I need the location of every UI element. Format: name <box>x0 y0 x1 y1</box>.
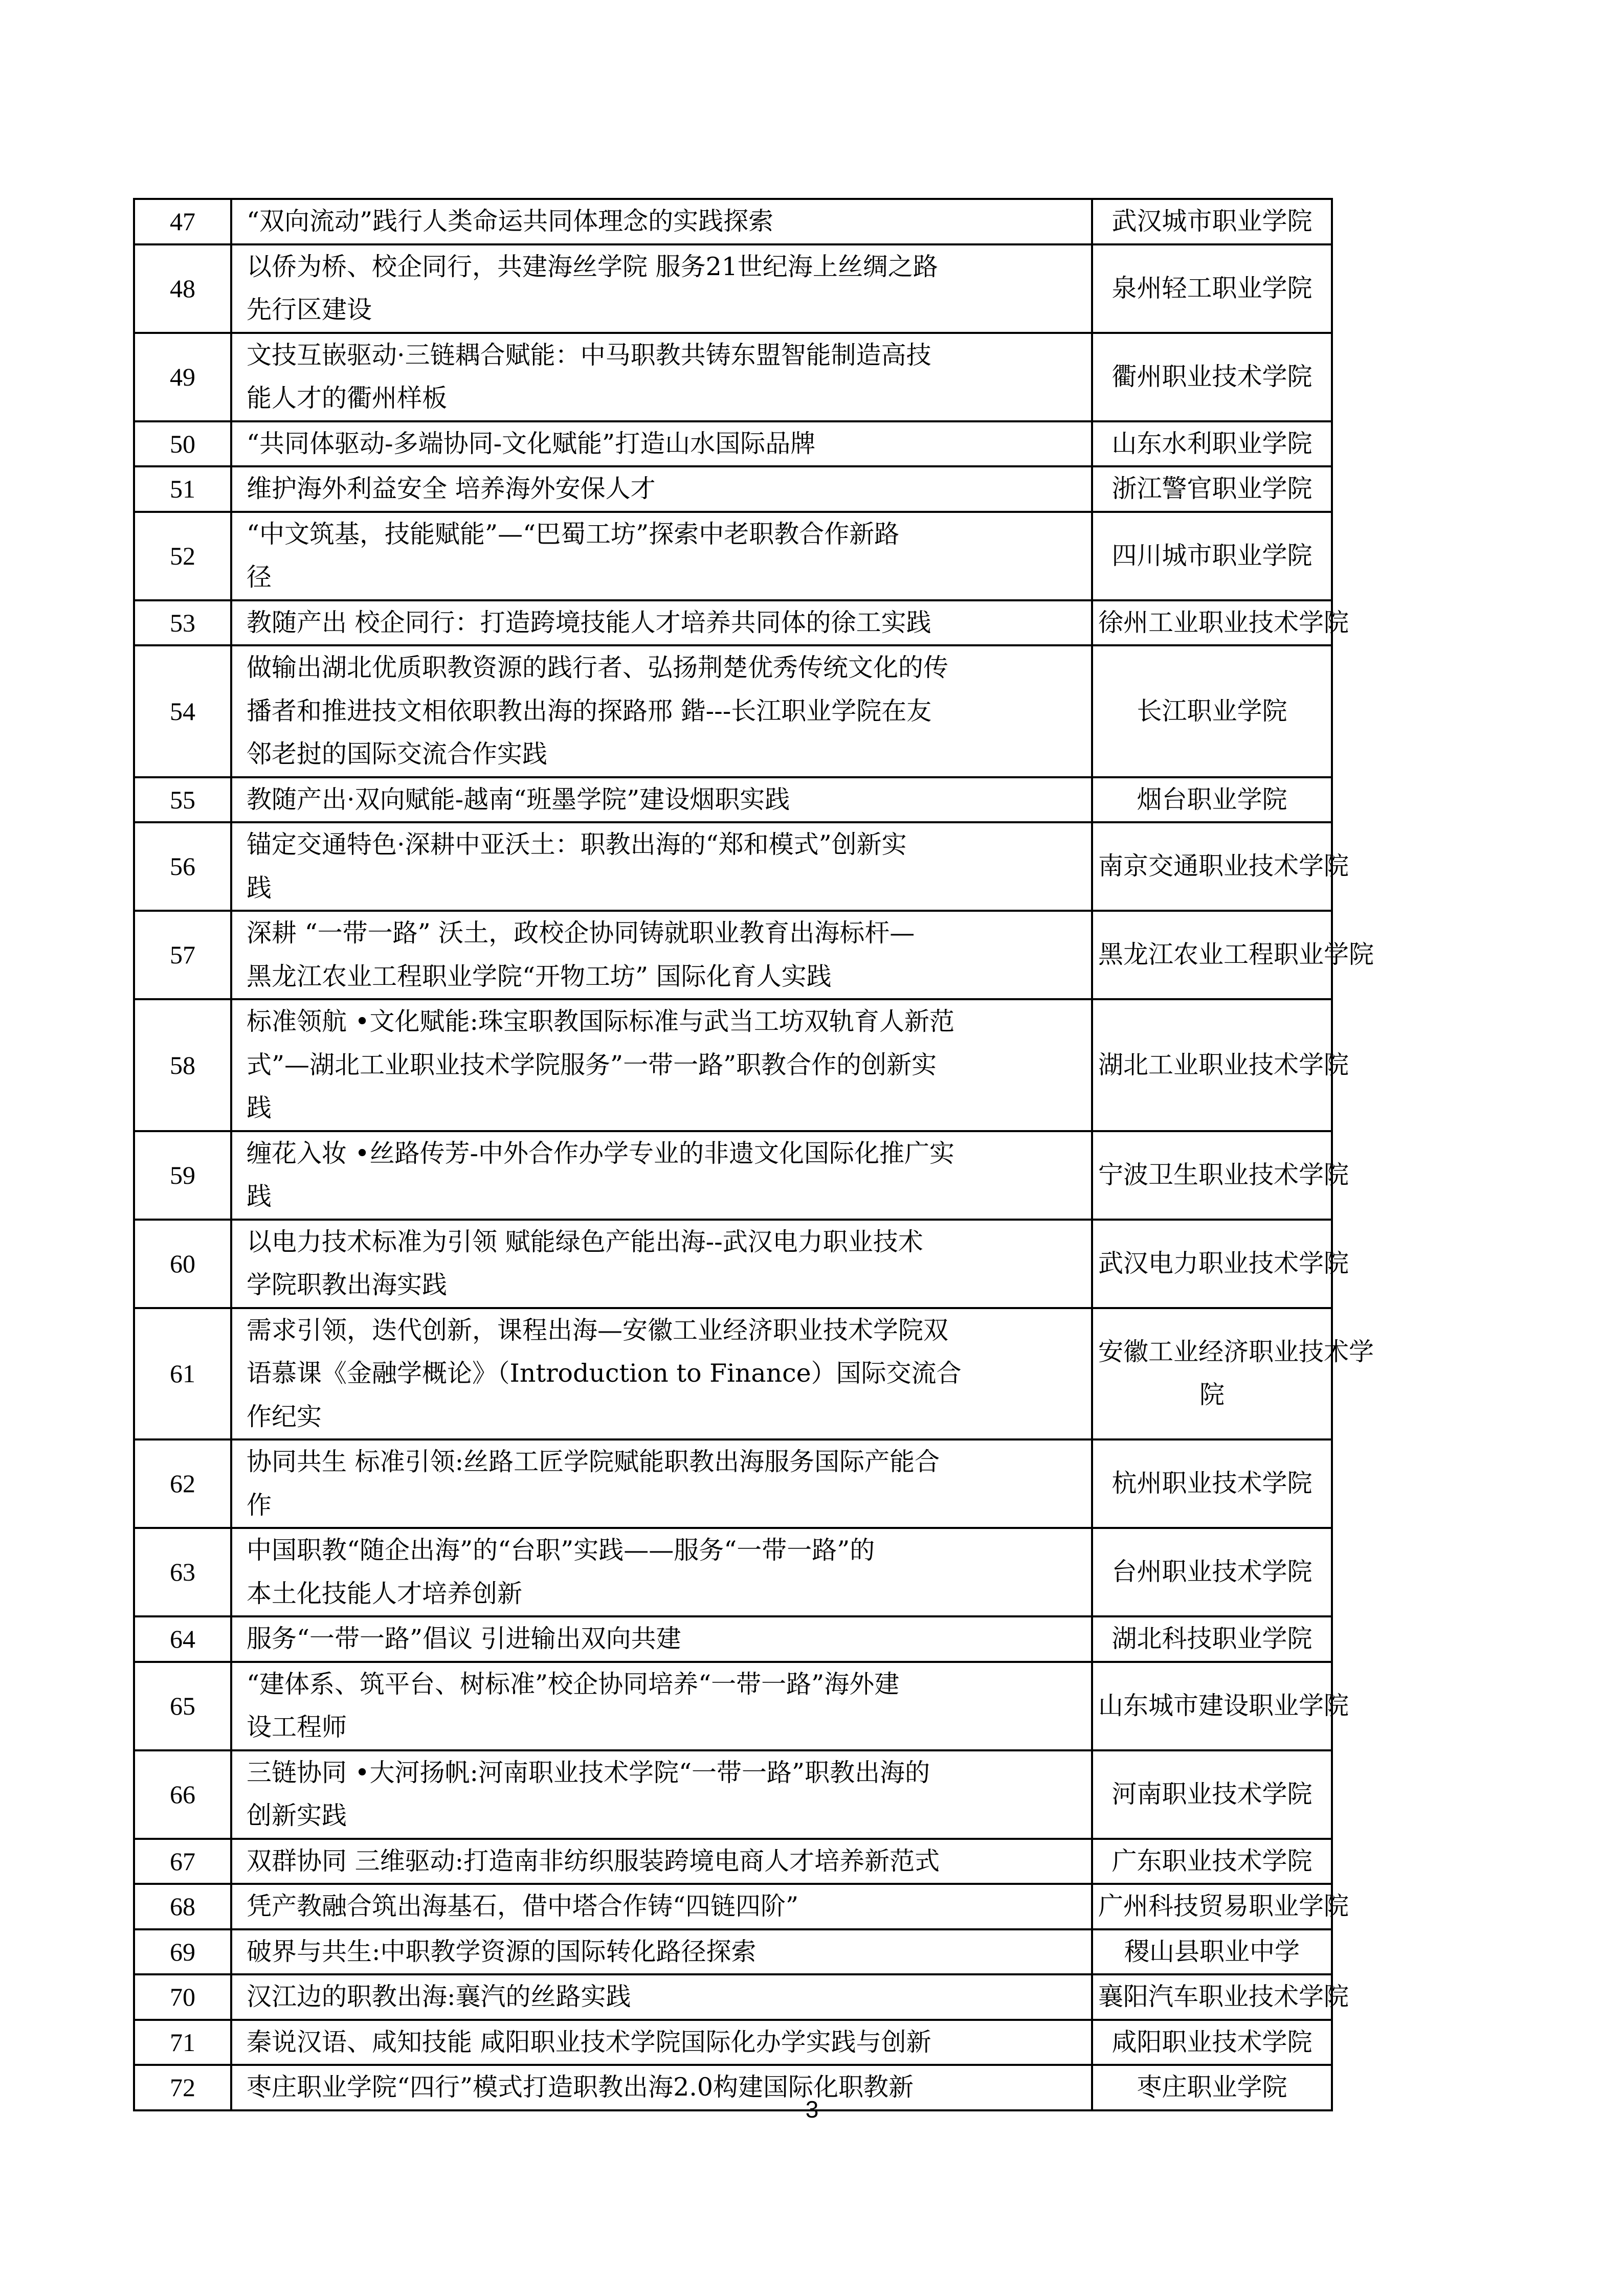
project-title <box>231 333 1092 421</box>
page-number: 3 <box>805 2096 819 2123</box>
project-title-line: 本土化技能人才培养创新 <box>247 1579 523 1608</box>
table-row <box>134 1662 1332 1750</box>
row-number: 55 <box>134 777 231 823</box>
institution-name-line: 衢州职业技术学院 <box>1111 362 1312 391</box>
institution-name-line: 咸阳职业技术学院 <box>1111 2027 1312 2057</box>
project-title-line: 径 <box>247 562 272 592</box>
row-number: 58 <box>134 999 231 1131</box>
table-row <box>134 1131 1332 1220</box>
project-title-line: 践 <box>247 1182 272 1211</box>
project-title-line: “中文筑基，技能赋能”—“巴蜀工坊”探索中老职教合作新路 <box>247 519 900 549</box>
institution-name-line: 泉州轻工职业学院 <box>1111 273 1312 303</box>
project-title-line: 作 <box>247 1490 272 1520</box>
table-row <box>134 1308 1332 1440</box>
project-title-line: 破界与共生:中职教学资源的国际转化路径探索 <box>247 1937 757 1966</box>
row-number: 61 <box>134 1308 231 1440</box>
institution-name-line: 山东水利职业学院 <box>1111 429 1312 458</box>
project-title-line: 需求引领，迭代创新，课程出海—安徽工业经济职业技术学院双 <box>247 1315 949 1345</box>
institution-name-line: 杭州职业技术学院 <box>1111 1469 1312 1498</box>
institution-name <box>1092 911 1374 999</box>
row-number: 72 <box>134 2065 231 2110</box>
institution-name <box>1092 645 1332 777</box>
institution-name <box>1092 777 1332 823</box>
row-number: 65 <box>134 1662 231 1750</box>
institution-name-line: 徐州工业职业技术学院 <box>1098 607 1349 637</box>
project-title-line: 凭产教融合筑出海基石，借中塔合作铸“四链四阶” <box>247 1892 799 1921</box>
institution-name-line: 广州科技贸易职业学院 <box>1098 1892 1349 1921</box>
project-title-line: 践 <box>247 873 272 903</box>
project-title-line: 作纪实 <box>247 1402 322 1431</box>
project-title <box>231 1839 1092 1884</box>
institution-name <box>1092 600 1349 646</box>
institution-name <box>1092 1839 1332 1884</box>
table-row <box>134 1929 1332 1975</box>
institution-name <box>1092 1616 1332 1662</box>
table-row <box>134 2020 1332 2065</box>
project-title <box>231 1131 1092 1220</box>
institution-name-line: 广东职业技术学院 <box>1111 1846 1312 1876</box>
institution-name <box>1092 421 1332 467</box>
institution-name-line: 四川城市职业学院 <box>1111 541 1312 570</box>
row-number: 56 <box>134 822 231 911</box>
project-title <box>231 421 1092 467</box>
project-title <box>231 1662 1092 1750</box>
project-title <box>231 244 1092 333</box>
project-title-line: “双向流动”践行人类命运共同体理念的实践探索 <box>247 207 774 236</box>
table-row <box>134 1616 1332 1662</box>
row-number: 64 <box>134 1616 231 1662</box>
institution-name-line: 湖北科技职业学院 <box>1111 1624 1312 1653</box>
row-number: 71 <box>134 2020 231 2065</box>
institution-name <box>1092 1662 1349 1750</box>
row-number: 47 <box>134 199 231 244</box>
row-number: 59 <box>134 1131 231 1220</box>
institution-name-line: 稷山县职业中学 <box>1124 1937 1300 1966</box>
row-number: 57 <box>134 911 231 999</box>
institution-name <box>1092 1974 1349 2020</box>
project-title-line: 邻老挝的国际交流合作实践 <box>247 739 548 769</box>
institution-name <box>1092 1439 1332 1528</box>
table-row <box>134 512 1332 600</box>
project-title-line: 播者和推进技文相依职教出海的探路邢 鍇---长江职业学院在友 <box>247 696 932 726</box>
institution-name-line: 长江职业学院 <box>1137 696 1287 726</box>
table-row <box>134 999 1332 1131</box>
table-row <box>134 1839 1332 1884</box>
project-title <box>231 1974 1092 2020</box>
row-number: 50 <box>134 421 231 467</box>
institution-name <box>1092 1308 1374 1440</box>
project-title <box>231 512 1092 600</box>
row-number: 68 <box>134 1884 231 1929</box>
project-title <box>231 1220 1092 1308</box>
table-row <box>134 333 1332 421</box>
project-title-line: 汉江边的职教出海:襄汽的丝路实践 <box>247 1982 631 2011</box>
institution-name <box>1092 822 1349 911</box>
institution-name <box>1092 1528 1332 1616</box>
project-title-line: 服务“一带一路”倡议 引进输出双向共建 <box>247 1624 681 1653</box>
table-row <box>134 466 1332 512</box>
institution-name-line: 院 <box>1199 1380 1225 1410</box>
institution-name <box>1092 199 1332 244</box>
table-row <box>134 1974 1332 2020</box>
project-title <box>231 2020 1092 2065</box>
institution-name-line: 宁波卫生职业技术学院 <box>1098 1160 1349 1189</box>
project-title <box>231 1929 1092 1975</box>
project-title-line: 式”—湖北工业职业技术学院服务”一带一路”职教合作的创新实 <box>247 1050 937 1079</box>
project-title-line: 协同共生 标准引领:丝路工匠学院赋能职教出海服务国际产能合 <box>247 1447 940 1476</box>
project-title-line: 文技互嵌驱动·三链耦合赋能：中马职教共铸东盟智能制造高技 <box>247 340 931 370</box>
row-number: 60 <box>134 1220 231 1308</box>
project-title-line: 中国职教“随企出海”的“台职”实践——服务“一带一路”的 <box>247 1536 875 1565</box>
project-title-line: 教随产出 校企同行：打造跨境技能人才培养共同体的徐工实践 <box>247 607 931 637</box>
project-title <box>231 466 1092 512</box>
project-title-line: 做输出湖北优质职教资源的践行者、弘扬荆楚优秀传统文化的传 <box>247 653 949 682</box>
institution-name-line: 安徽工业经济职业技术学 <box>1098 1337 1374 1366</box>
institution-name <box>1092 333 1332 421</box>
row-number: 70 <box>134 1974 231 2020</box>
project-title-line: 践 <box>247 1093 272 1122</box>
project-title <box>231 1884 1092 1929</box>
project-title <box>231 1439 1092 1528</box>
project-title <box>231 199 1092 244</box>
row-number: 67 <box>134 1839 231 1884</box>
project-title <box>231 1616 1092 1662</box>
institution-name-line: 枣庄职业学院 <box>1137 2073 1287 2102</box>
row-number: 52 <box>134 512 231 600</box>
institution-name-line: 湖北工业职业技术学院 <box>1098 1050 1349 1079</box>
table-row <box>134 244 1332 333</box>
institution-name <box>1092 2020 1332 2065</box>
row-number: 69 <box>134 1929 231 1975</box>
project-title <box>231 1308 1092 1440</box>
institution-name-line: 河南职业技术学院 <box>1111 1779 1312 1809</box>
institution-name-line: 黑龙江农业工程职业学院 <box>1098 940 1374 970</box>
institution-name-line: 台州职业技术学院 <box>1111 1557 1312 1587</box>
table-body <box>134 199 1374 2110</box>
table-row <box>134 1884 1332 1929</box>
table-row <box>134 911 1332 999</box>
table-row <box>134 822 1332 911</box>
project-title <box>231 600 1092 646</box>
project-title <box>231 645 1092 777</box>
project-title <box>231 822 1092 911</box>
institution-name <box>1092 512 1332 600</box>
row-number: 62 <box>134 1439 231 1528</box>
institution-name <box>1092 1884 1349 1929</box>
table-row <box>134 421 1332 467</box>
table-row <box>134 777 1332 823</box>
project-title-line: “共同体驱动-多端协同-文化赋能”打造山水国际品牌 <box>247 429 816 458</box>
project-title-line: 学院职教出海实践 <box>247 1270 448 1299</box>
project-title-line: 枣庄职业学院“四行”模式打造职教出海2.0构建国际化职教新 <box>247 2073 914 2102</box>
institution-name-line: 襄阳汽车职业技术学院 <box>1098 1982 1349 2011</box>
row-number: 53 <box>134 600 231 646</box>
project-title <box>231 1750 1092 1839</box>
institution-name-line: 武汉电力职业技术学院 <box>1098 1248 1349 1278</box>
institution-name <box>1092 244 1332 333</box>
project-title-line: 三链协同 •大河扬帆:河南职业技术学院“一带一路”职教出海的 <box>247 1758 930 1787</box>
project-title-line: 锚定交通特色·深耕中亚沃土：职教出海的“郑和模式”创新实 <box>247 830 907 859</box>
institution-name <box>1092 1131 1349 1220</box>
table-row <box>134 199 1332 244</box>
project-title-line: 标准领航 •文化赋能:珠宝职教国际标准与武当工坊双轨育人新范 <box>247 1007 954 1036</box>
project-title-line: 以侨为桥、校企同行，共建海丝学院 服务21世纪海上丝绸之路 <box>247 252 938 281</box>
project-title-line: 黑龙江农业工程职业学院“开物工坊” 国际化育人实践 <box>247 961 832 991</box>
project-title-line: 能人才的衢州样板 <box>247 384 448 413</box>
row-number: 51 <box>134 466 231 512</box>
project-title <box>231 999 1092 1131</box>
row-number: 48 <box>134 244 231 333</box>
project-title-line: 秦说汉语、咸知技能 咸阳职业技术学院国际化办学实践与创新 <box>247 2027 931 2057</box>
project-title-line: 缠花入妆 •丝路传芳-中外合作办学专业的非遗文化国际化推广实 <box>247 1138 955 1168</box>
project-title-line: 以电力技术标准为引领 赋能绿色产能出海--武汉电力职业技术 <box>247 1227 923 1256</box>
institution-name-line: 浙江警官职业学院 <box>1111 474 1312 503</box>
project-title-line: 教随产出·双向赋能-越南“班墨学院”建设烟职实践 <box>247 784 790 814</box>
project-title <box>231 1528 1092 1616</box>
table-row <box>134 1528 1332 1616</box>
institution-name <box>1092 1929 1332 1975</box>
project-title-line: “建体系、筑平台、树标准”校企协同培养“一带一路”海外建 <box>247 1669 900 1699</box>
project-title <box>231 777 1092 823</box>
institution-name <box>1092 466 1332 512</box>
project-title-line: 双群协同 三维驱动:打造南非纺织服装跨境电商人才培养新范式 <box>247 1846 940 1876</box>
table-row <box>134 1750 1332 1839</box>
institution-name-line: 武汉城市职业学院 <box>1111 207 1312 236</box>
institution-name <box>1092 1220 1349 1308</box>
row-number: 63 <box>134 1528 231 1616</box>
project-title-line: 设工程师 <box>247 1713 347 1742</box>
table-row <box>134 600 1332 646</box>
table-row <box>134 1220 1332 1308</box>
row-number: 54 <box>134 645 231 777</box>
institution-name-line: 山东城市建设职业学院 <box>1098 1691 1349 1720</box>
institution-name <box>1092 1750 1332 1839</box>
project-title-line: 深耕 “一带一路” 沃土，政校企协同铸就职业教育出海标杆— <box>247 918 915 948</box>
projects-table <box>133 198 1374 2111</box>
institution-name-line: 烟台职业学院 <box>1137 784 1287 814</box>
table-row <box>134 1439 1332 1528</box>
row-number: 66 <box>134 1750 231 1839</box>
project-title-line: 语慕课《金融学概论》（Introduction to Finance）国际交流合 <box>247 1359 962 1388</box>
row-number: 49 <box>134 333 231 421</box>
project-title-line: 创新实践 <box>247 1801 347 1830</box>
project-title <box>231 911 1092 999</box>
institution-name-line: 南京交通职业技术学院 <box>1098 851 1349 881</box>
institution-name <box>1092 999 1349 1131</box>
project-title-line: 维护海外利益安全 培养海外安保人才 <box>247 474 656 503</box>
table-row <box>134 645 1332 777</box>
project-title-line: 先行区建设 <box>247 295 372 324</box>
